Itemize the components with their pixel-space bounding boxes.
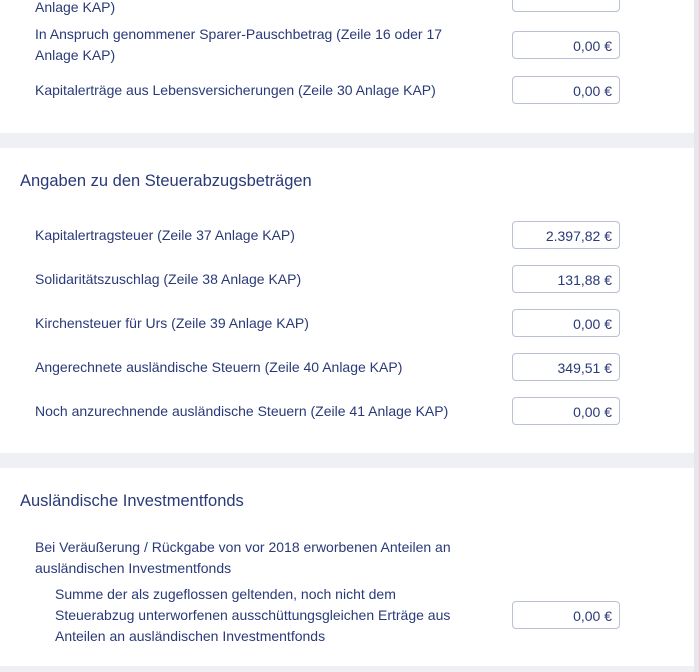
anzurechnende-steuern-input[interactable]: 0,00 € <box>512 397 620 425</box>
angerechnete-steuern-label: Angerechnete ausländische Steuern (Zeile 40 Anlage KAP) <box>35 359 403 375</box>
ausschuettungsgleiche-ertraege-label-line1: Summe der als zugeflossen geltenden, noch nicht dem <box>55 586 396 602</box>
cut-off-input[interactable] <box>512 0 620 12</box>
solidaritaetszuschlag-input[interactable]: 131,88 € <box>512 265 620 293</box>
kirchensteuer-input[interactable]: 0,00 € <box>512 309 620 337</box>
scrollbar-track[interactable] <box>694 0 699 672</box>
investment-funds-section <box>0 468 694 666</box>
veraeusserung-subheading-line2: ausländischen Investmentfonds <box>35 560 232 576</box>
capital-income-section <box>0 0 694 133</box>
sparer-pauschbetrag-label-line2: Anlage KAP) <box>35 47 116 63</box>
ausschuettungsgleiche-ertraege-input[interactable]: 0,00 € <box>512 601 620 629</box>
tax-deduction-section-title: Angaben zu den Steuerabzugsbeträgen <box>20 172 312 190</box>
kapitalertragsteuer-label: Kapitalertragsteuer (Zeile 37 Anlage KAP) <box>35 227 295 243</box>
angerechnete-steuern-input[interactable]: 349,51 € <box>512 353 620 381</box>
lebensversicherungen-input[interactable]: 0,00 € <box>512 76 620 104</box>
anzurechnende-steuern-label: Noch anzurechnende ausländische Steuern (Zeile 41 Anlage KAP) <box>35 403 449 419</box>
sparer-pauschbetrag-input[interactable]: 0,00 € <box>512 31 620 59</box>
tax-deduction-section <box>0 148 694 453</box>
ausschuettungsgleiche-ertraege-label-line3: Anteilen an ausländischen Investmentfonds <box>55 628 326 644</box>
kirchensteuer-label: Kirchensteuer für Urs (Zeile 39 Anlage KAP) <box>35 315 309 331</box>
veraeusserung-subheading-line1: Bei Veräußerung / Rückgabe von vor 2018 erworbenen Anteilen an <box>35 539 451 555</box>
kapitalertragsteuer-input[interactable]: 2.397,82 € <box>512 221 620 249</box>
cut-off-label: Anlage KAP) <box>35 0 116 15</box>
investment-funds-section-title: Ausländische Investmentfonds <box>20 492 244 510</box>
sparer-pauschbetrag-label-line1: In Anspruch genommener Sparer-Pauschbetrag (Zeile 16 oder 17 <box>35 26 443 42</box>
ausschuettungsgleiche-ertraege-label-line2: Steuerabzug unterworfenen ausschüttungsgleichen Erträge aus <box>55 607 451 623</box>
solidaritaetszuschlag-label: Solidaritätszuschlag (Zeile 38 Anlage KAP) <box>35 271 302 287</box>
lebensversicherungen-label: Kapitalerträge aus Lebensversicherungen (Zeile 30 Anlage KAP) <box>35 82 436 98</box>
